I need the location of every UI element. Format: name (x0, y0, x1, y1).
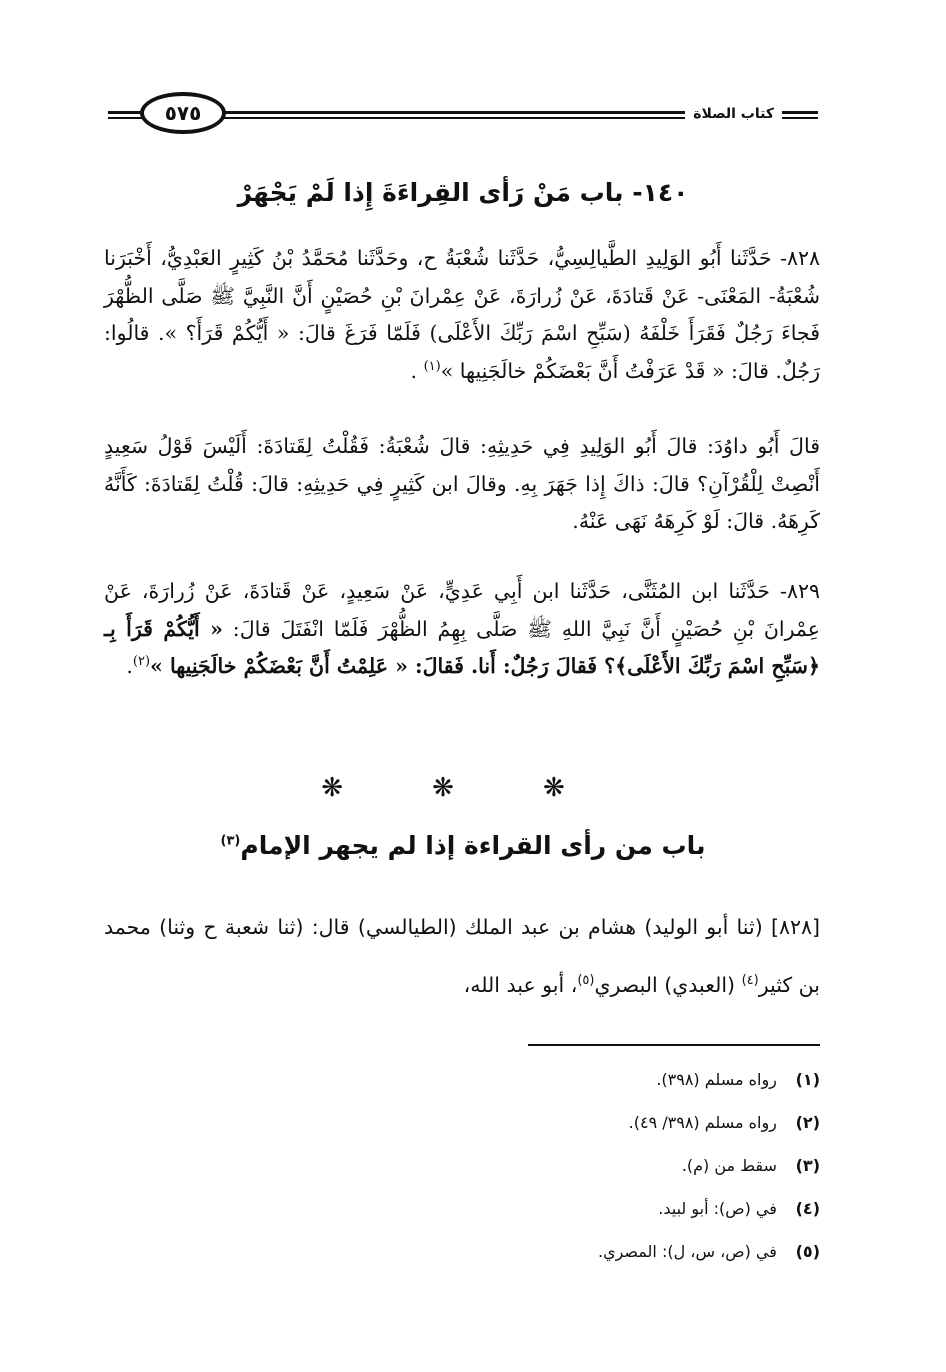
abu-dawud-note (104, 428, 820, 541)
footnote-text: في (ص، س، ل): المصري. (597, 1242, 777, 1261)
hadith-828-end: . (410, 358, 424, 383)
chapter-heading: ١٤٠- باب مَنْ رَأى القِراءَةَ إِذا لَمْ يَجْهَرْ (237, 178, 689, 207)
section-separator: ❋ ❋ ❋ (321, 773, 605, 803)
footnote-1 (420, 1058, 820, 1101)
footnote-ref-4: (٤) (741, 973, 759, 989)
commentary-part-2: (العبدي) البصري (594, 973, 742, 997)
hadith-829 (104, 573, 820, 686)
commentary-part-3: ، أبو عبد الله، (463, 973, 578, 997)
hadith-828 (104, 240, 820, 390)
hadith-828-paragraph (104, 240, 820, 390)
footnote-number: (١) (795, 1070, 820, 1089)
footnote-ref-1: (١) (423, 358, 441, 374)
page-number: ٥٧٥ (140, 92, 226, 134)
running-title: كتاب الصلاة (685, 102, 782, 126)
commentary-block (104, 898, 820, 1014)
footnotes (420, 1058, 820, 1273)
footnote-ref-3: (٣) (220, 833, 241, 849)
hadith-829-bold-text: « أَيُّكُمْ قَرَأَ بِـ ﴿سَبِّحِ اسْمَ رَبِّكَ الأَعْلَى﴾؟ فَقالَ رَجُلٌ: أَنا. فَقالَ: « عَلِمْتُ أَنَّ بَعْضَكُمْ خالَجَنِيها » (104, 616, 820, 678)
footnote-ref-2: (٢) (132, 654, 151, 670)
footnote-text: رواه مسلم (٣٩٨). (656, 1070, 777, 1089)
running-header (108, 92, 818, 138)
hadith-829-paragraph (104, 573, 820, 686)
commentary-heading (108, 826, 818, 866)
footnote-number: (٤) (795, 1199, 820, 1218)
footnote-text: رواه مسلم (٣٩٨/ ٤٩). (628, 1113, 777, 1132)
commentary-part-1: [٨٢٨] (ثنا أبو الوليد) هشام بن عبد الملك (الطيالسي) قال: (ثنا شعبة ح وثنا) محمد بن كثير (104, 915, 820, 997)
footnote-number: (٣) (795, 1156, 820, 1175)
footnote-4 (420, 1187, 820, 1230)
hadith-829-text: ٨٢٩- حَدَّثَنا ابن المُثَنَّى، حَدَّثَنا ابن أَبِي عَدِيٍّ، عَنْ سَعِيدٍ، عَنْ قَتادَةَ، عَنْ زُرارَةَ، عَنْ عِمْرانَ بْنِ حُصَيْنٍ أَنَّ نَبِيَّ اللهِ ﷺ صَلَّى بِهِمُ الظُّهْرَ فَلَمّا انْفَتَلَ قالَ: (104, 579, 820, 641)
abu-dawud-note-text: قالَ أَبُو داوُدَ: قالَ أَبُو الوَلِيدِ فِي حَدِيثِهِ: قالَ شُعْبَةُ: فَقُلْتُ لِقَتادَةَ: أَلَيْسَ قَوْلُ سَعِيدٍ أَنْصِتْ لِلْقُرْآنِ؟ قالَ: ذاكَ إِذا جَهَرَ بِهِ. وقالَ ابن كَثِيرٍ فِي حَدِيثِهِ: قالَ: قُلْتُ لِقَتادَةَ: كَأَنَّهُ كَرِهَهُ. قالَ: لَوْ كَرِهَهُ نَهَى عَنْهُ. (104, 434, 820, 533)
footnote-text: سقط من (م). (681, 1156, 777, 1175)
commentary-heading-text: باب من رأى القراءة إذا لم يجهر الإمام (240, 831, 706, 860)
footnote-5 (420, 1230, 820, 1273)
hadith-829-end: . (126, 654, 133, 678)
commentary-paragraph (104, 898, 820, 1014)
footnote-3 (420, 1144, 820, 1187)
footnote-number: (٢) (795, 1113, 820, 1132)
footnote-text: في (ص): أبو لبيد. (658, 1199, 777, 1218)
hadith-828-text: ٨٢٨- حَدَّثَنا أَبُو الوَلِيدِ الطَّيالِسِيُّ، حَدَّثَنا شُعْبَةُ ح، وحَدَّثَنا مُحَمَّدُ بْنُ كَثِيرٍ العَبْدِيُّ، أَخْبَرَنا شُعْبَةُ- المَعْنَى- عَنْ قَتادَةَ، عَنْ زُرارَةَ، عَنْ عِمْرانَ بْنِ حُصَيْنٍ أَنَّ النَّبِيَّ ﷺ صَلَّى الظُّهْرَ فَجاءَ رَجُلٌ فَقَرَأَ خَلْفَهُ (سَبِّحِ اسْمَ رَبِّكَ الأَعْلَى) فَلَمّا فَرَغَ قالَ: « أَيُّكُمْ قَرَأَ؟ ». قالُوا: رَجُلٌ. قالَ: « قَدْ عَرَفْتُ أَنَّ بَعْضَكُمْ خالَجَنِيها » (104, 246, 820, 383)
footnote-2 (420, 1101, 820, 1144)
footnote-number: (٥) (795, 1242, 820, 1261)
footnote-ref-5: (٥) (577, 973, 595, 989)
footnote-rule (528, 1044, 820, 1046)
